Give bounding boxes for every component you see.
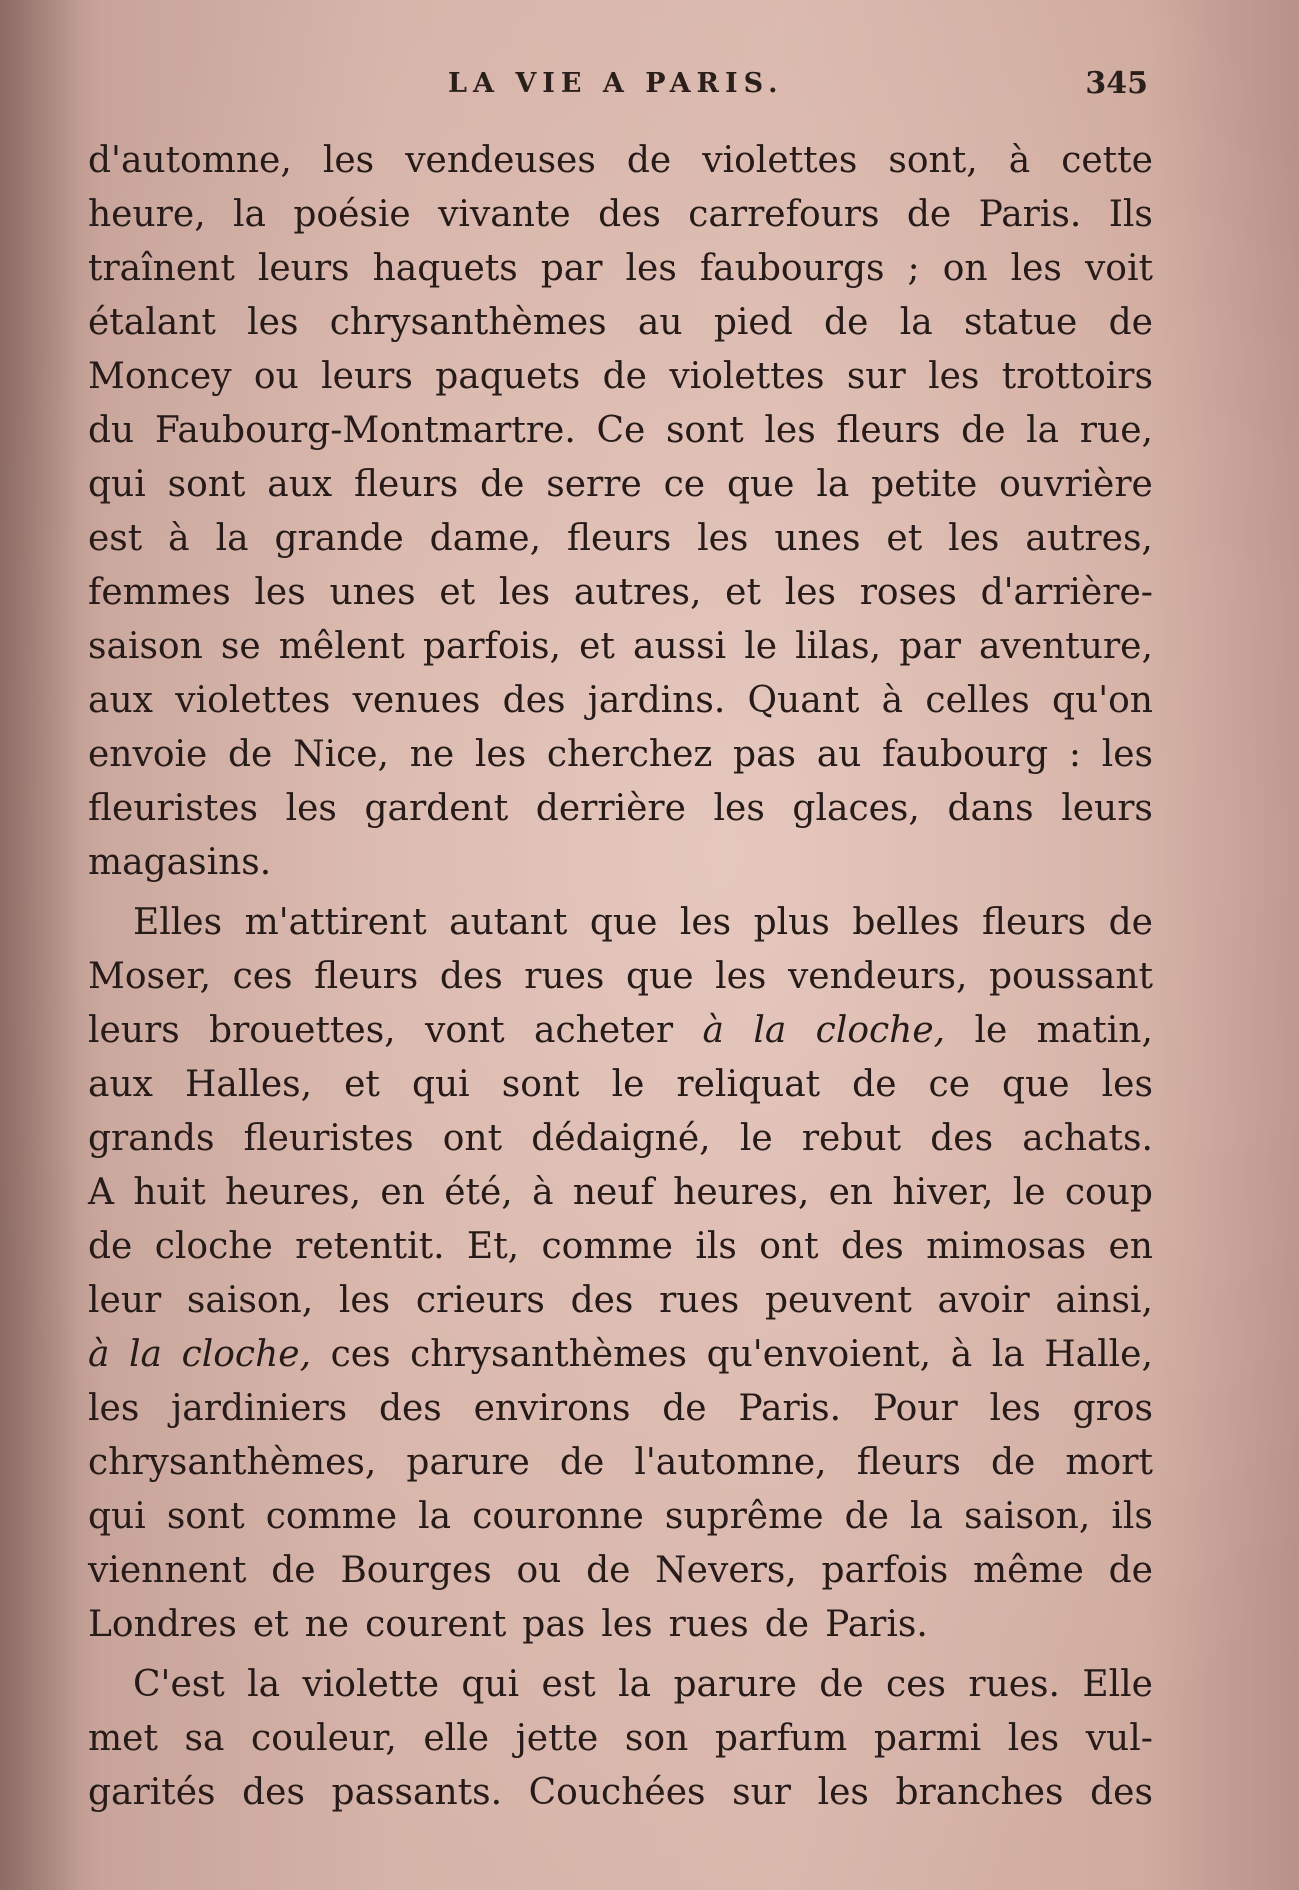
text-line: magasins. [88,842,272,883]
text-line: C'est la violette qui est la parure de ces rues. Elle [133,1664,1153,1705]
text-line: garités des passants. Couchées sur les branches des [88,1772,1153,1813]
text-line: de cloche retentit. Et, comme ils ont des mimosas en [88,1226,1153,1267]
page-edge-shadow [0,0,80,1890]
text-line: A huit heures, en été, à neuf heures, en hiver, le coup [88,1172,1153,1213]
text-line: aux violettes venues des jardins. Quant à celles qu'on [88,680,1153,721]
text-line: viennent de Bourges ou de Nevers, parfois même de [88,1550,1153,1591]
text-line: femmes les unes et les autres, et les roses d'arrière- [88,572,1153,613]
text-line: qui sont aux fleurs de serre ce que la petite ouvrière [88,464,1153,505]
text-line: met sa couleur, elle jette son parfum parmi les vul- [88,1718,1153,1759]
running-title: LA VIE A PARIS. [448,68,784,99]
text-line: fleuristes les gardent derrière les glaces, dans leurs [88,788,1153,829]
paragraph-1 [88,134,1153,890]
text-line: Londres et ne courent pas les rues de Paris. [88,1604,928,1645]
text-line: aux Halles, et qui sont le reliquat de ce que les [88,1064,1153,1105]
text-line: est à la grande dame, fleurs les unes et les autres, [88,518,1153,559]
text-line: qui sont comme la couronne suprême de la saison, ils [88,1496,1153,1537]
text-line: chrysanthèmes, parure de l'automne, fleurs de mort [88,1442,1153,1483]
text-line: saison se mêlent parfois, et aussi le lilas, par aventure, [88,626,1153,667]
text-line: Moser, ces fleurs des rues que les vendeurs, poussant [88,956,1153,997]
text-line: traînent leurs haquets par les faubourgs ; on les voit [88,248,1153,289]
text-line: envoie de Nice, ne les cherchez pas au faubourg : les [88,734,1153,775]
text-line: Elles m'attirent autant que les plus belles fleurs de [133,902,1153,943]
paragraph-3 [88,1658,1153,1820]
text-line: leurs brouettes, vont acheter à la cloche, le matin, [88,1010,1153,1051]
page-number: 345 [1085,66,1148,101]
text-line: heure, la poésie vivante des carrefours de Paris. Ils [88,194,1153,235]
running-head [88,68,1148,108]
text-line: étalant les chrysanthèmes au pied de la statue de [88,302,1153,343]
text-line: les jardiniers des environs de Paris. Pour les gros [88,1388,1153,1429]
text-line: leur saison, les crieurs des rues peuvent avoir ainsi, [88,1280,1153,1321]
text-line: d'automne, les vendeuses de violettes sont, à cette [88,140,1153,181]
text-line: grands fleuristes ont dédaigné, le rebut des achats. [88,1118,1153,1159]
text-line: du Faubourg-Montmartre. Ce sont les fleurs de la rue, [88,410,1153,451]
paragraph-2 [88,896,1153,1652]
body-text [88,134,1153,1820]
text-line: à la cloche, ces chrysanthèmes qu'envoient, à la Halle, [88,1334,1153,1375]
text-line: Moncey ou leurs paquets de violettes sur les trottoirs [88,356,1153,397]
